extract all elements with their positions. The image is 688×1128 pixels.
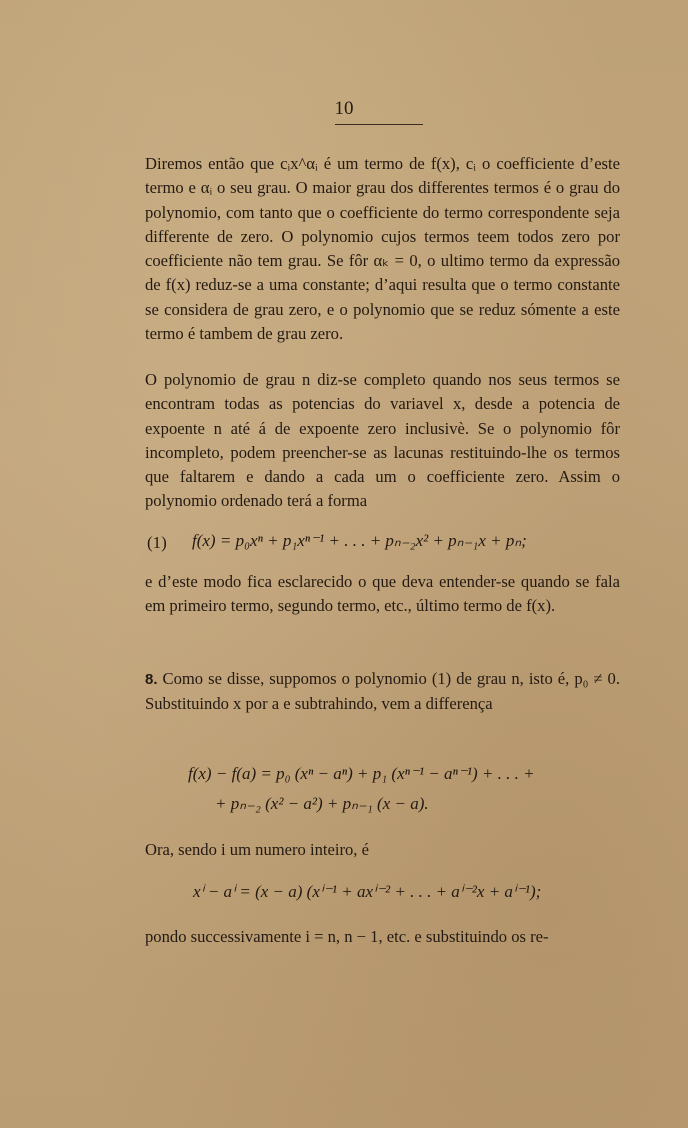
equation-1-label: (1) (147, 533, 167, 552)
page-number: 10 (334, 98, 354, 119)
header-rule (335, 124, 423, 125)
paragraph-grau-definition: Diremos então que cᵢx^αᵢ é um termo de f(x), cᵢ o coefficiente d’este termo e αᵢ o seu grau. O maior grau dos differentes termos é o grau do polynomio, com tanto que o coefficiente do termo correspondente seja differente de zero. O polynomio cujos termos teem todos zero por coefficiente não tem grau. Se fôr αₖ = 0, o ultimo termo da expressão de f(x) reduz-se a uma constante; d’aqui resulta que o termo constante se considera de grau zero, e o polynomio que se reduz sómente a este termo é tambem de grau zero. (145, 154, 620, 344)
section-8-text: Como se disse, suppomos o polynomio (1) de grau n, isto é, p₀ ≠ 0. Substituindo x por a e subtrahindo, vem a differença (145, 669, 620, 714)
paragraph-ora: Ora, sendo i um numero inteiro, é (145, 840, 369, 859)
paragraph-termos: e d’este modo fica esclarecido o que deva entender-se quando se fala em primeiro termo, segundo termo, etc., último termo de f(x). (145, 572, 620, 616)
equation-2-line-2: + pₙ₋₂ (x² − a²) + pₙ₋₁ (x − a). (215, 794, 429, 813)
equation-3: xⁱ − aⁱ = (x − a) (xⁱ⁻¹ + axⁱ⁻² + . . . + aⁱ⁻²x + aⁱ⁻¹); (193, 882, 542, 901)
equation-1: f(x) = p₀xⁿ + p₁xⁿ⁻¹ + . . . + pₙ₋₂x² + pₙ₋₁x + pₙ; (192, 531, 527, 550)
paragraph-section-8 (145, 667, 620, 717)
paragraph-pondo: pondo successivamente i = n, n − 1, etc. e substituindo os re- (145, 927, 549, 946)
paragraph-polynomio-completo: O polynomio de grau n diz-se completo quando nos seus termos se encontram todas as potencias do variavel x, desde a potencia de expoente n até á de expoente zero inclusivè. Se o polynomio fôr incompleto, podem preencher-se as lacunas restituindo-lhe os termos que faltarem e dando a cada um o coefficiente zero. Assim o polynomio ordenado terá a forma (145, 370, 620, 511)
equation-2-line-1: f(x) − f(a) = p₀ (xⁿ − aⁿ) + p₁ (xⁿ⁻¹ − aⁿ⁻¹) + . . . + (188, 764, 535, 783)
section-number: 8. (145, 671, 158, 688)
